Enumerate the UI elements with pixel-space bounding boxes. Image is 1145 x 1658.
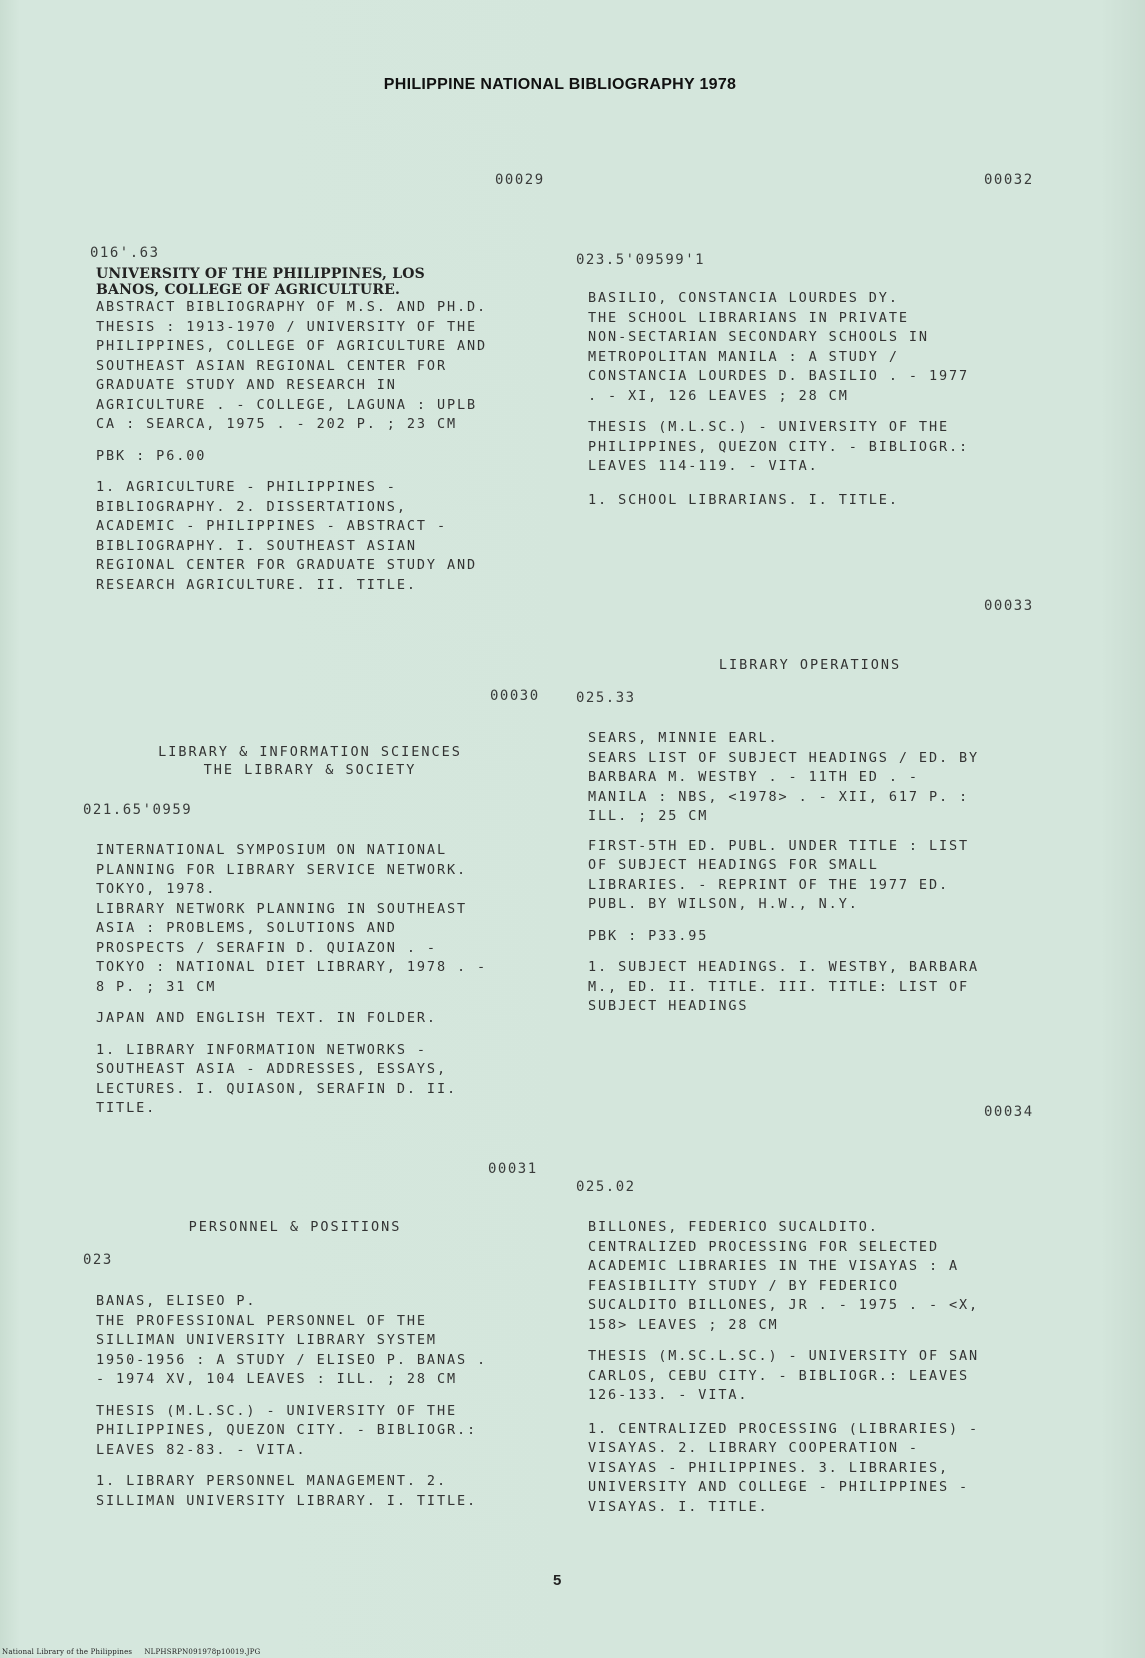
text-line: ILL. ; 25 CM (588, 808, 709, 824)
entry-number-00031: 00031 (488, 1161, 538, 1177)
text-line: M., ED. II. TITLE. III. TITLE: LIST OF (588, 978, 970, 995)
text-line: ABSTRACT BIBLIOGRAPHY OF M.S. AND PH.D. (96, 299, 488, 315)
text-line: INTERNATIONAL SYMPOSIUM ON NATIONAL (96, 842, 447, 858)
text-line: NON-SECTARIAN SECONDARY SCHOOLS IN (588, 329, 929, 345)
text-line: THE SCHOOL LIBRARIANS IN PRIVATE (588, 309, 909, 326)
subject-tracings (588, 1420, 979, 1518)
text-line: 1. LIBRARY PERSONNEL MANAGEMENT. 2. (96, 1473, 447, 1489)
class-number: 021.65'0959 (83, 802, 193, 818)
text-line: THESIS (M.SC.L.SC.) - UNIVERSITY OF SAN (588, 1348, 980, 1364)
text-line: - 1974 XV, 104 LEAVES : ILL. ; 28 CM (96, 1371, 457, 1387)
text-line: 1. AGRICULTURE - PHILIPPINES - (96, 479, 397, 495)
text-line: TOKYO, 1978. (96, 881, 217, 897)
text-line: TITLE. (96, 1100, 157, 1116)
subject-tracings (96, 478, 487, 595)
text-line: CENTRALIZED PROCESSING FOR SELECTED (588, 1238, 939, 1255)
entry-number-00034: 00034 (984, 1104, 1034, 1120)
text-line: ACADEMIC - PHILIPPINES - ABSTRACT - (96, 518, 447, 534)
text-line: LEAVES 114-119. - VITA. (588, 458, 819, 474)
text-line: ACADEMIC LIBRARIES IN THE VISAYAS : A (588, 1258, 960, 1274)
entry-00029 (96, 266, 487, 595)
text-line: TOKYO : NATIONAL DIET LIBRARY, 1978 . - (96, 959, 488, 975)
subject-heading (120, 744, 500, 778)
note (96, 1402, 487, 1461)
text-line: BILLONES, FEDERICO SUCALDITO. (588, 1219, 879, 1235)
text-line: GRADUATE STUDY AND RESEARCH IN (96, 377, 397, 393)
text-line: BIBLIOGRAPHY. 2. DISSERTATIONS, (96, 498, 407, 515)
entry-00034 (588, 1218, 979, 1517)
note: JAPAN AND ENGLISH TEXT. IN FOLDER. (96, 1010, 437, 1026)
price: PBK : P6.00 (96, 447, 207, 464)
subject-tracings (96, 1472, 487, 1511)
text-line: SUBJECT HEADINGS (588, 998, 749, 1014)
text-line: CARLOS, CEBU CITY. - BIBLIOGR.: LEAVES (588, 1367, 970, 1384)
text-line: OF SUBJECT HEADINGS FOR SMALL (588, 857, 879, 873)
class-number: 023.5'09599'1 (576, 252, 706, 268)
text-line: SILLIMAN UNIVERSITY LIBRARY. I. TITLE. (96, 1492, 478, 1509)
text-line: PHILIPPINES, QUEZON CITY. - BIBLIOGR.: (96, 1422, 478, 1438)
entry-number-00029: 00029 (495, 172, 545, 188)
subject-heading: PERSONNEL & POSITIONS (188, 1219, 402, 1235)
entry-number-00033: 00033 (984, 598, 1034, 614)
text-line: AGRICULTURE . - COLLEGE, LAGUNA : UPLB (96, 396, 478, 413)
scan-footer: National Library of the Philippines NLPHSRPN091978p10019.JPG (2, 1648, 261, 1656)
class-number: 025.33 (576, 690, 636, 706)
text-line: SEARS, MINNIE EARL. (588, 730, 779, 746)
text-line: THESIS (M.L.SC.) - UNIVERSITY OF THE (96, 1402, 457, 1419)
class-number: 016'.63 (90, 245, 160, 261)
text-line: CONSTANCIA LOURDES D. BASILIO . - 1977 (588, 368, 970, 384)
text-line: 126-133. - VITA. (588, 1387, 749, 1403)
subject-tracings (588, 491, 969, 511)
text-line: CA : SEARCA, 1975 . - 202 P. ; 23 CM (96, 416, 457, 432)
price: PBK : P33.95 (588, 927, 709, 944)
page-title: PHILIPPINE NATIONAL BIBLIOGRAPHY 1978 (383, 76, 737, 93)
bibliographic-description (96, 1292, 487, 1390)
class-number: 025.02 (576, 1179, 636, 1195)
subject-heading-line: LIBRARY & INFORMATION SCIENCES (158, 744, 462, 760)
text-line: LECTURES. I. QUIASON, SERAFIN D. II. (96, 1080, 457, 1097)
text-line: 1. LIBRARY INFORMATION NETWORKS - (96, 1041, 427, 1058)
corporate-author-cont: BANOS, COLLEGE OF AGRICULTURE. (96, 282, 401, 298)
text-line: SILLIMAN UNIVERSITY LIBRARY SYSTEM (96, 1332, 437, 1348)
text-line: FIRST-5TH ED. PUBL. UNDER TITLE : LIST (588, 837, 970, 854)
text-line: 1. SUBJECT HEADINGS. I. WESTBY, BARBARA (588, 959, 980, 975)
bibliographic-description (588, 729, 979, 827)
text-line: 1. CENTRALIZED PROCESSING (LIBRARIES) - (588, 1420, 980, 1437)
bibliographic-description (588, 289, 969, 406)
text-line: SUCALDITO BILLONES, JR . - 1975 . - <X, (588, 1297, 980, 1313)
note (588, 837, 979, 915)
text-line: THE PROFESSIONAL PERSONNEL OF THE (96, 1312, 427, 1329)
text-line: ASIA : PROBLEMS, SOLUTIONS AND (96, 920, 397, 936)
text-line: LIBRARY NETWORK PLANNING IN SOUTHEAST (96, 900, 468, 917)
text-line: PROSPECTS / SERAFIN D. QUIAZON . - (96, 939, 437, 956)
text-line: MANILA : NBS, <1978> . - XII, 617 P. : (588, 788, 970, 805)
text-line: 1950-1956 : A STUDY / ELISEO P. BANAS . (96, 1351, 488, 1368)
bibliographic-description (96, 841, 487, 997)
text-line: THESIS (M.L.SC.) - UNIVERSITY OF THE (588, 419, 949, 435)
class-number: 023 (83, 1252, 113, 1268)
text-line: BASILIO, CONSTANCIA LOURDES DY. (588, 290, 899, 306)
entry-number-00032: 00032 (984, 172, 1034, 188)
text-line: PHILIPPINES, COLLEGE OF AGRICULTURE AND (96, 338, 488, 354)
note (588, 418, 969, 477)
entry-00032 (588, 289, 969, 510)
text-line: VISAYAS. I. TITLE. (588, 1498, 769, 1515)
subject-heading: LIBRARY OPERATIONS (718, 657, 902, 673)
entry-number-00030: 00030 (490, 688, 540, 704)
text-line: VISAYAS. 2. LIBRARY COOPERATION - (588, 1440, 919, 1456)
page-number: 5 (553, 1572, 562, 1589)
subject-tracings (96, 1041, 487, 1119)
subject-heading-line: THE LIBRARY & SOCIETY (203, 762, 417, 778)
text-line: THESIS : 1913-1970 / UNIVERSITY OF THE (96, 318, 478, 335)
text-line: LEAVES 82-83. - VITA. (96, 1441, 307, 1458)
entry-00030 (96, 841, 487, 1119)
text-line: LIBRARIES. - REPRINT OF THE 1977 ED. (588, 876, 949, 893)
text-line: BARBARA M. WESTBY . - 11TH ED . - (588, 769, 919, 785)
text-line: PLANNING FOR LIBRARY SERVICE NETWORK. (96, 861, 468, 878)
text-line: SEARS LIST OF SUBJECT HEADINGS / ED. BY (588, 749, 980, 766)
bibliographic-description (588, 1218, 979, 1335)
text-line: FEASIBILITY STUDY / BY FEDERICO (588, 1277, 899, 1294)
text-line: PHILIPPINES, QUEZON CITY. - BIBLIOGR.: (588, 438, 970, 455)
entry-00031 (96, 1292, 487, 1511)
text-line: BANAS, ELISEO P. (96, 1293, 257, 1309)
text-line: 158> LEAVES ; 28 CM (588, 1316, 779, 1333)
bibliographic-description (96, 298, 487, 435)
text-line: 8 P. ; 31 CM (96, 978, 217, 995)
text-line: VISAYAS - PHILIPPINES. 3. LIBRARIES, (588, 1459, 949, 1476)
subject-tracings (588, 958, 979, 1017)
text-line: BIBLIOGRAPHY. I. SOUTHEAST ASIAN (96, 537, 417, 554)
entry-00033 (588, 729, 979, 1017)
text-line: RESEARCH AGRICULTURE. II. TITLE. (96, 576, 417, 593)
text-line: METROPOLITAN MANILA : A STUDY / (588, 348, 899, 365)
text-line: 1. SCHOOL LIBRARIANS. I. TITLE. (588, 491, 899, 508)
note (588, 1347, 979, 1406)
text-line: REGIONAL CENTER FOR GRADUATE STUDY AND (96, 557, 478, 573)
text-line: . - XI, 126 LEAVES ; 28 CM (588, 387, 849, 404)
text-line: SOUTHEAST ASIAN REGIONAL CENTER FOR (96, 357, 447, 374)
corporate-author: UNIVERSITY OF THE PHILIPPINES, LOS (96, 266, 425, 282)
text-line: UNIVERSITY AND COLLEGE - PHILIPPINES - (588, 1479, 970, 1495)
text-line: SOUTHEAST ASIA - ADDRESSES, ESSAYS, (96, 1061, 447, 1077)
text-line: PUBL. BY WILSON, H.W., N.Y. (588, 896, 859, 912)
